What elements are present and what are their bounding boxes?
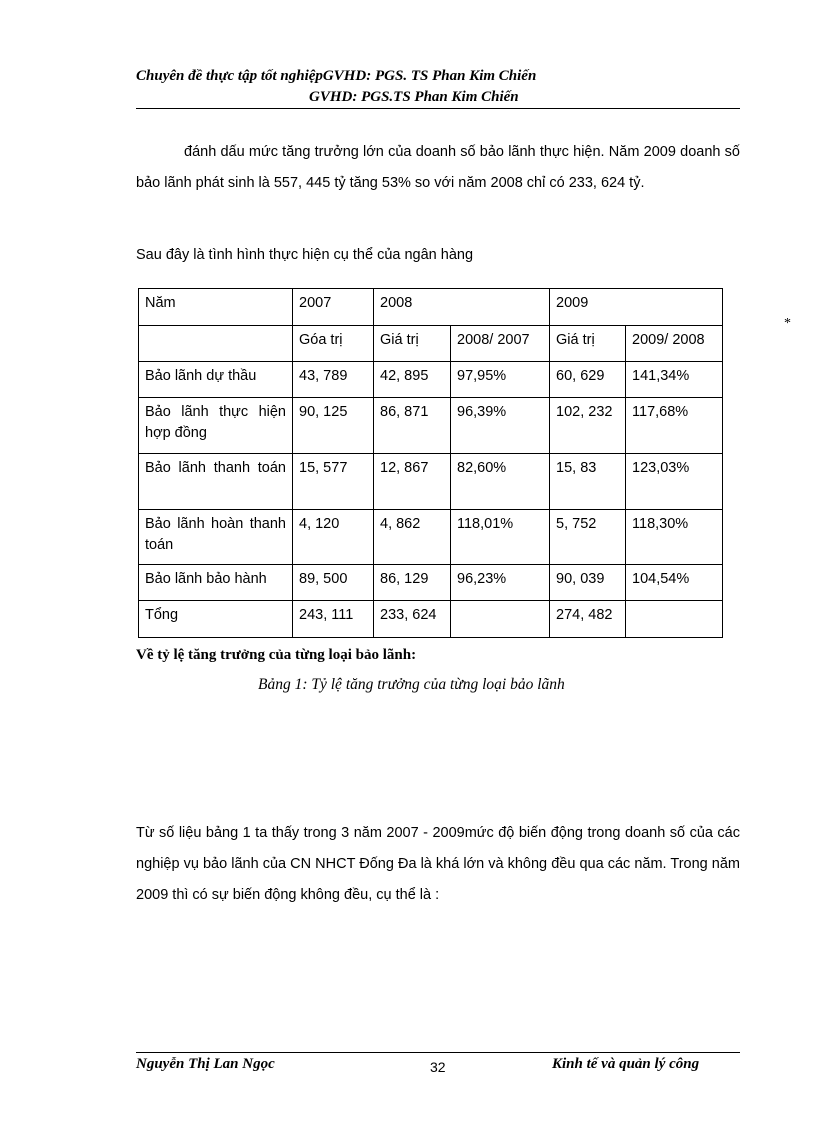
table-header-cell: 2008 — [374, 289, 550, 326]
table-cell: 118,30% — [626, 510, 723, 565]
growth-heading: Về tỷ lệ tăng trưởng của từng loại bảo lãnh: — [136, 647, 417, 663]
table-cell: Bảo lãnh hoàn thanh toán — [139, 510, 293, 565]
table-cell: 15, 83 — [550, 454, 626, 510]
table-header-cell: 2009 — [550, 289, 723, 326]
table-cell: 86, 871 — [374, 398, 451, 454]
table-header-cell: 2008/ 2007 — [451, 326, 550, 362]
footer-author: Nguyễn Thị Lan Ngọc — [136, 1056, 275, 1072]
table-cell: Bảo lãnh bảo hành — [139, 565, 293, 601]
table-cell: 96,39% — [451, 398, 550, 454]
table-cell: Tổng — [139, 601, 293, 638]
table-cell: 90, 039 — [550, 565, 626, 601]
table-cell: Bảo lãnh thực hiện hợp đồng — [139, 398, 293, 454]
table-cell: 118,01% — [451, 510, 550, 565]
guarantee-table — [138, 288, 723, 638]
table-header-cell: 2009/ 2008 — [626, 326, 723, 362]
table-cell: 82,60% — [451, 454, 550, 510]
margin-marker: * — [784, 316, 791, 331]
table-header-cell: Năm — [139, 289, 293, 326]
table-cell: 43, 789 — [293, 362, 374, 398]
table-cell: 4, 120 — [293, 510, 374, 565]
header-line-1: Chuyên đề thực tập tốt nghiệpGVHD: PGS. TS Phan Kim Chiến — [136, 68, 537, 84]
page-header — [136, 66, 740, 108]
table-cell: 97,95% — [451, 362, 550, 398]
table-cell: 4, 862 — [374, 510, 451, 565]
footer-department: Kinh tế và quản lý công — [552, 1056, 700, 1072]
table-cell: 243, 111 — [293, 601, 374, 638]
table-cell: 233, 624 — [374, 601, 451, 638]
table-row — [139, 510, 723, 565]
table-header-row-metrics — [139, 326, 723, 362]
table-cell: 5, 752 — [550, 510, 626, 565]
table-header-cell: Giá trị — [550, 326, 626, 362]
table-cell: 86, 129 — [374, 565, 451, 601]
page-number: 32 — [430, 1059, 446, 1075]
table-row — [139, 362, 723, 398]
table-cell: 117,68% — [626, 398, 723, 454]
table-cell: 12, 867 — [374, 454, 451, 510]
table-cell: Bảo lãnh thanh toán — [139, 454, 293, 510]
table-header-cell: 2007 — [293, 289, 374, 326]
table-cell — [451, 601, 550, 638]
table-cell: 15, 577 — [293, 454, 374, 510]
table-cell: 123,03% — [626, 454, 723, 510]
table-header-row-years — [139, 289, 723, 326]
table-cell: 104,54% — [626, 565, 723, 601]
table-cell: 102, 232 — [550, 398, 626, 454]
table-row — [139, 398, 723, 454]
paragraph-table-lead: Sau đây là tình hình thực hiện cụ thể của ngân hàng — [136, 247, 474, 263]
paragraph-analysis: Từ số liệu bảng 1 ta thấy trong 3 năm 2007 - 2009mức độ biến động trong doanh số của các nghiệp vụ bảo lãnh của CN NHCT Đống Đa là khá lớn và không đều qua các năm. Trong năm 2009 thì có sự biến động không đều, cụ thể là : — [136, 825, 740, 903]
paragraph-intro: đánh dấu mức tăng trưởng lớn của doanh số bảo lãnh thực hiện. Năm 2009 doanh số bảo lãnh phát sinh là 557, 445 tỷ tăng 53% so với năm 2008 chỉ có 233, 624 tỷ. — [136, 144, 740, 191]
table-caption: Bảng 1: Tỷ lệ tăng trưởng của từng loại bảo lãnh — [258, 676, 565, 693]
table-header-cell: Giá trị — [374, 326, 451, 362]
header-rule — [136, 108, 740, 109]
table-cell: 42, 895 — [374, 362, 451, 398]
table-cell: Bảo lãnh dự thầu — [139, 362, 293, 398]
table-cell: 90, 125 — [293, 398, 374, 454]
footer-rule — [136, 1052, 740, 1053]
table-cell: 274, 482 — [550, 601, 626, 638]
table-cell: 141,34% — [626, 362, 723, 398]
table-cell: 96,23% — [451, 565, 550, 601]
table-row — [139, 454, 723, 510]
table-row — [139, 565, 723, 601]
table-header-cell — [139, 326, 293, 362]
header-line-2: GVHD: PGS.TS Phan Kim Chiến — [309, 89, 519, 105]
table-cell: 89, 500 — [293, 565, 374, 601]
table-header-cell: Góa trị — [293, 326, 374, 362]
table-cell — [626, 601, 723, 638]
table-row-total — [139, 601, 723, 638]
table-cell: 60, 629 — [550, 362, 626, 398]
